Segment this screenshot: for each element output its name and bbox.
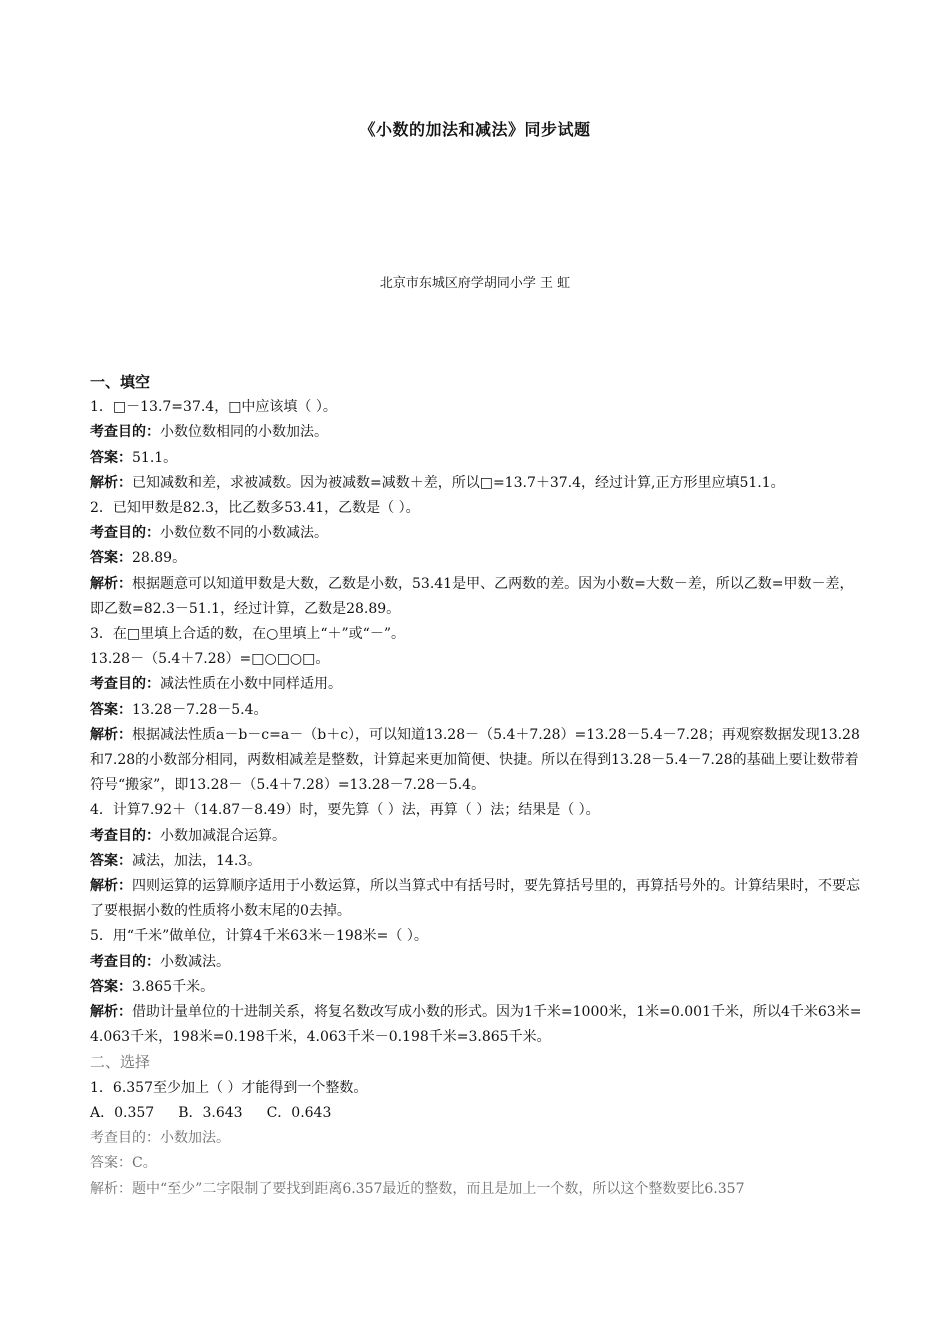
analysis-text: 四则运算的运算顺序适用于小数运算，所以当算式中有括号时，要先算括号里的，再算括号外的。计算结果时，不要忘了要根据小数的性质将小数末尾的0去掉。: [90, 878, 860, 920]
answer-text: C。: [132, 1155, 157, 1172]
purpose-label: 考查目的：: [90, 525, 160, 542]
question-5-text: 5．用“千米”做单位，计算4千米63米－198米=（ ）。: [90, 928, 428, 945]
question-3-analysis: [90, 723, 862, 799]
answer-label: 答案：: [90, 852, 132, 869]
analysis-label: 解析：: [90, 575, 132, 592]
answer-text: 减法，加法，14.3。: [132, 852, 262, 869]
question-2-text: 2．已知甲数是82.3，比乙数多53.41，乙数是（ ）。: [90, 500, 420, 517]
analysis-text: 题中“至少”二字限制了要找到距离6.357最近的整数，而且是加上一个数，所以这个整数要比6.357: [132, 1180, 745, 1197]
option-b: B．3.643: [178, 1104, 243, 1121]
purpose-text: 小数位数相同的小数加法。: [160, 424, 328, 441]
analysis-text: 借助计量单位的十进制关系，将复名数改写成小数的形式。因为1千米=1000米，1米=0.001千米，所以4千米63米=4.063千米，198米=0.198千米，4.063千米－0.198千米=3.865千米。: [90, 1004, 862, 1046]
section-heading-fill-blank: 一、填空: [90, 373, 151, 391]
answer-text: 51.1。: [132, 449, 178, 466]
analysis-text: 已知减数和差，求被减数。因为被减数=减数＋差，所以□=13.7＋37.4，经过计算,正方形里应填51.1。: [132, 474, 785, 491]
answer-text: 28.89。: [132, 550, 187, 567]
document-body: [90, 370, 862, 1202]
question-2-analysis: [90, 572, 862, 622]
answer-text: 3.865千米。: [132, 978, 215, 995]
analysis-label: 解析：: [90, 878, 132, 895]
question-1-purpose: [90, 420, 862, 445]
choice-question-1-text: 1．6.357至少加上（ ）才能得到一个整数。: [90, 1079, 368, 1096]
purpose-label: 考查目的：: [90, 1130, 160, 1147]
question-5-answer: [90, 975, 862, 1000]
option-c: C．0.643: [266, 1104, 332, 1121]
choice-question-1-analysis: [90, 1177, 862, 1202]
question-1-answer: [90, 446, 862, 471]
purpose-text: 小数加法。: [160, 1130, 230, 1147]
answer-text: 13.28－7.28－5.4。: [132, 701, 268, 718]
choice-question-1-options: [90, 1101, 862, 1126]
analysis-label: 解析：: [90, 474, 132, 491]
purpose-text: 小数减法。: [160, 953, 230, 970]
purpose-label: 考查目的：: [90, 424, 160, 441]
purpose-text: 小数加减混合运算。: [160, 827, 286, 844]
choice-question-1-purpose: [90, 1126, 862, 1151]
purpose-label: 考查目的：: [90, 953, 160, 970]
question-2-answer: [90, 546, 862, 571]
analysis-text: 根据题意可以知道甲数是大数，乙数是小数，53.41是甲、乙两数的差。因为小数=大数－差，所以乙数=甲数－差，即乙数=82.3－51.1，经过计算，乙数是28.89。: [90, 575, 854, 617]
question-5-analysis: [90, 1000, 862, 1050]
option-a: A．0.357: [90, 1104, 155, 1121]
question-3-purpose: [90, 672, 862, 697]
document-author: 北京市东城区府学胡同小学 王 虹: [379, 276, 571, 291]
answer-label: 答案：: [90, 550, 132, 567]
section-heading-multiple-choice: 二、选择: [90, 1053, 151, 1072]
answer-label: 答案：: [90, 701, 132, 718]
analysis-label: 解析：: [90, 1180, 132, 1197]
answer-label: 答案：: [90, 1155, 132, 1172]
answer-label: 答案：: [90, 449, 132, 466]
question-4-purpose: [90, 824, 862, 849]
purpose-text: 小数位数不同的小数减法。: [160, 525, 328, 542]
question-4-text: 4．计算7.92＋（14.87－8.49）时，要先算（ ）法，再算（ ）法；结果是（ ）。: [90, 802, 600, 819]
analysis-label: 解析：: [90, 726, 132, 743]
purpose-text: 减法性质在小数中同样适用。: [160, 676, 342, 693]
question-1-text: 1．□－13.7=37.4，□中应该填（ ）。: [90, 399, 337, 416]
question-3-expression: 13.28－（5.4＋7.28）=□○□○□。: [90, 651, 330, 668]
question-3-answer: [90, 698, 862, 723]
question-1-analysis: [90, 471, 862, 496]
document-title: 《小数的加法和减法》同步试题: [359, 120, 591, 139]
choice-question-1-answer: [90, 1151, 862, 1176]
analysis-text: 根据减法性质a－b－c=a－（b＋c），可以知道13.28－（5.4＋7.28）=13.28－5.4－7.28；再观察数据发现13.28和7.28的小数部分相同，两数相减差是整数，计算起来更加简便、快捷。所以在得到13.28－5.4－7.28的基础上要让数带着符号“搬家”，即13.28－（5.4＋7.28）=13.28－7.28－5.4。: [90, 726, 860, 794]
purpose-label: 考查目的：: [90, 676, 160, 693]
question-4-analysis: [90, 874, 862, 924]
purpose-label: 考查目的：: [90, 827, 160, 844]
question-4-answer: [90, 849, 862, 874]
analysis-label: 解析：: [90, 1004, 132, 1021]
question-2-purpose: [90, 521, 862, 546]
question-5-purpose: [90, 950, 862, 975]
question-3-text: 3．在□里填上合适的数，在○里填上“＋”或“－”。: [90, 626, 405, 643]
answer-label: 答案：: [90, 978, 132, 995]
